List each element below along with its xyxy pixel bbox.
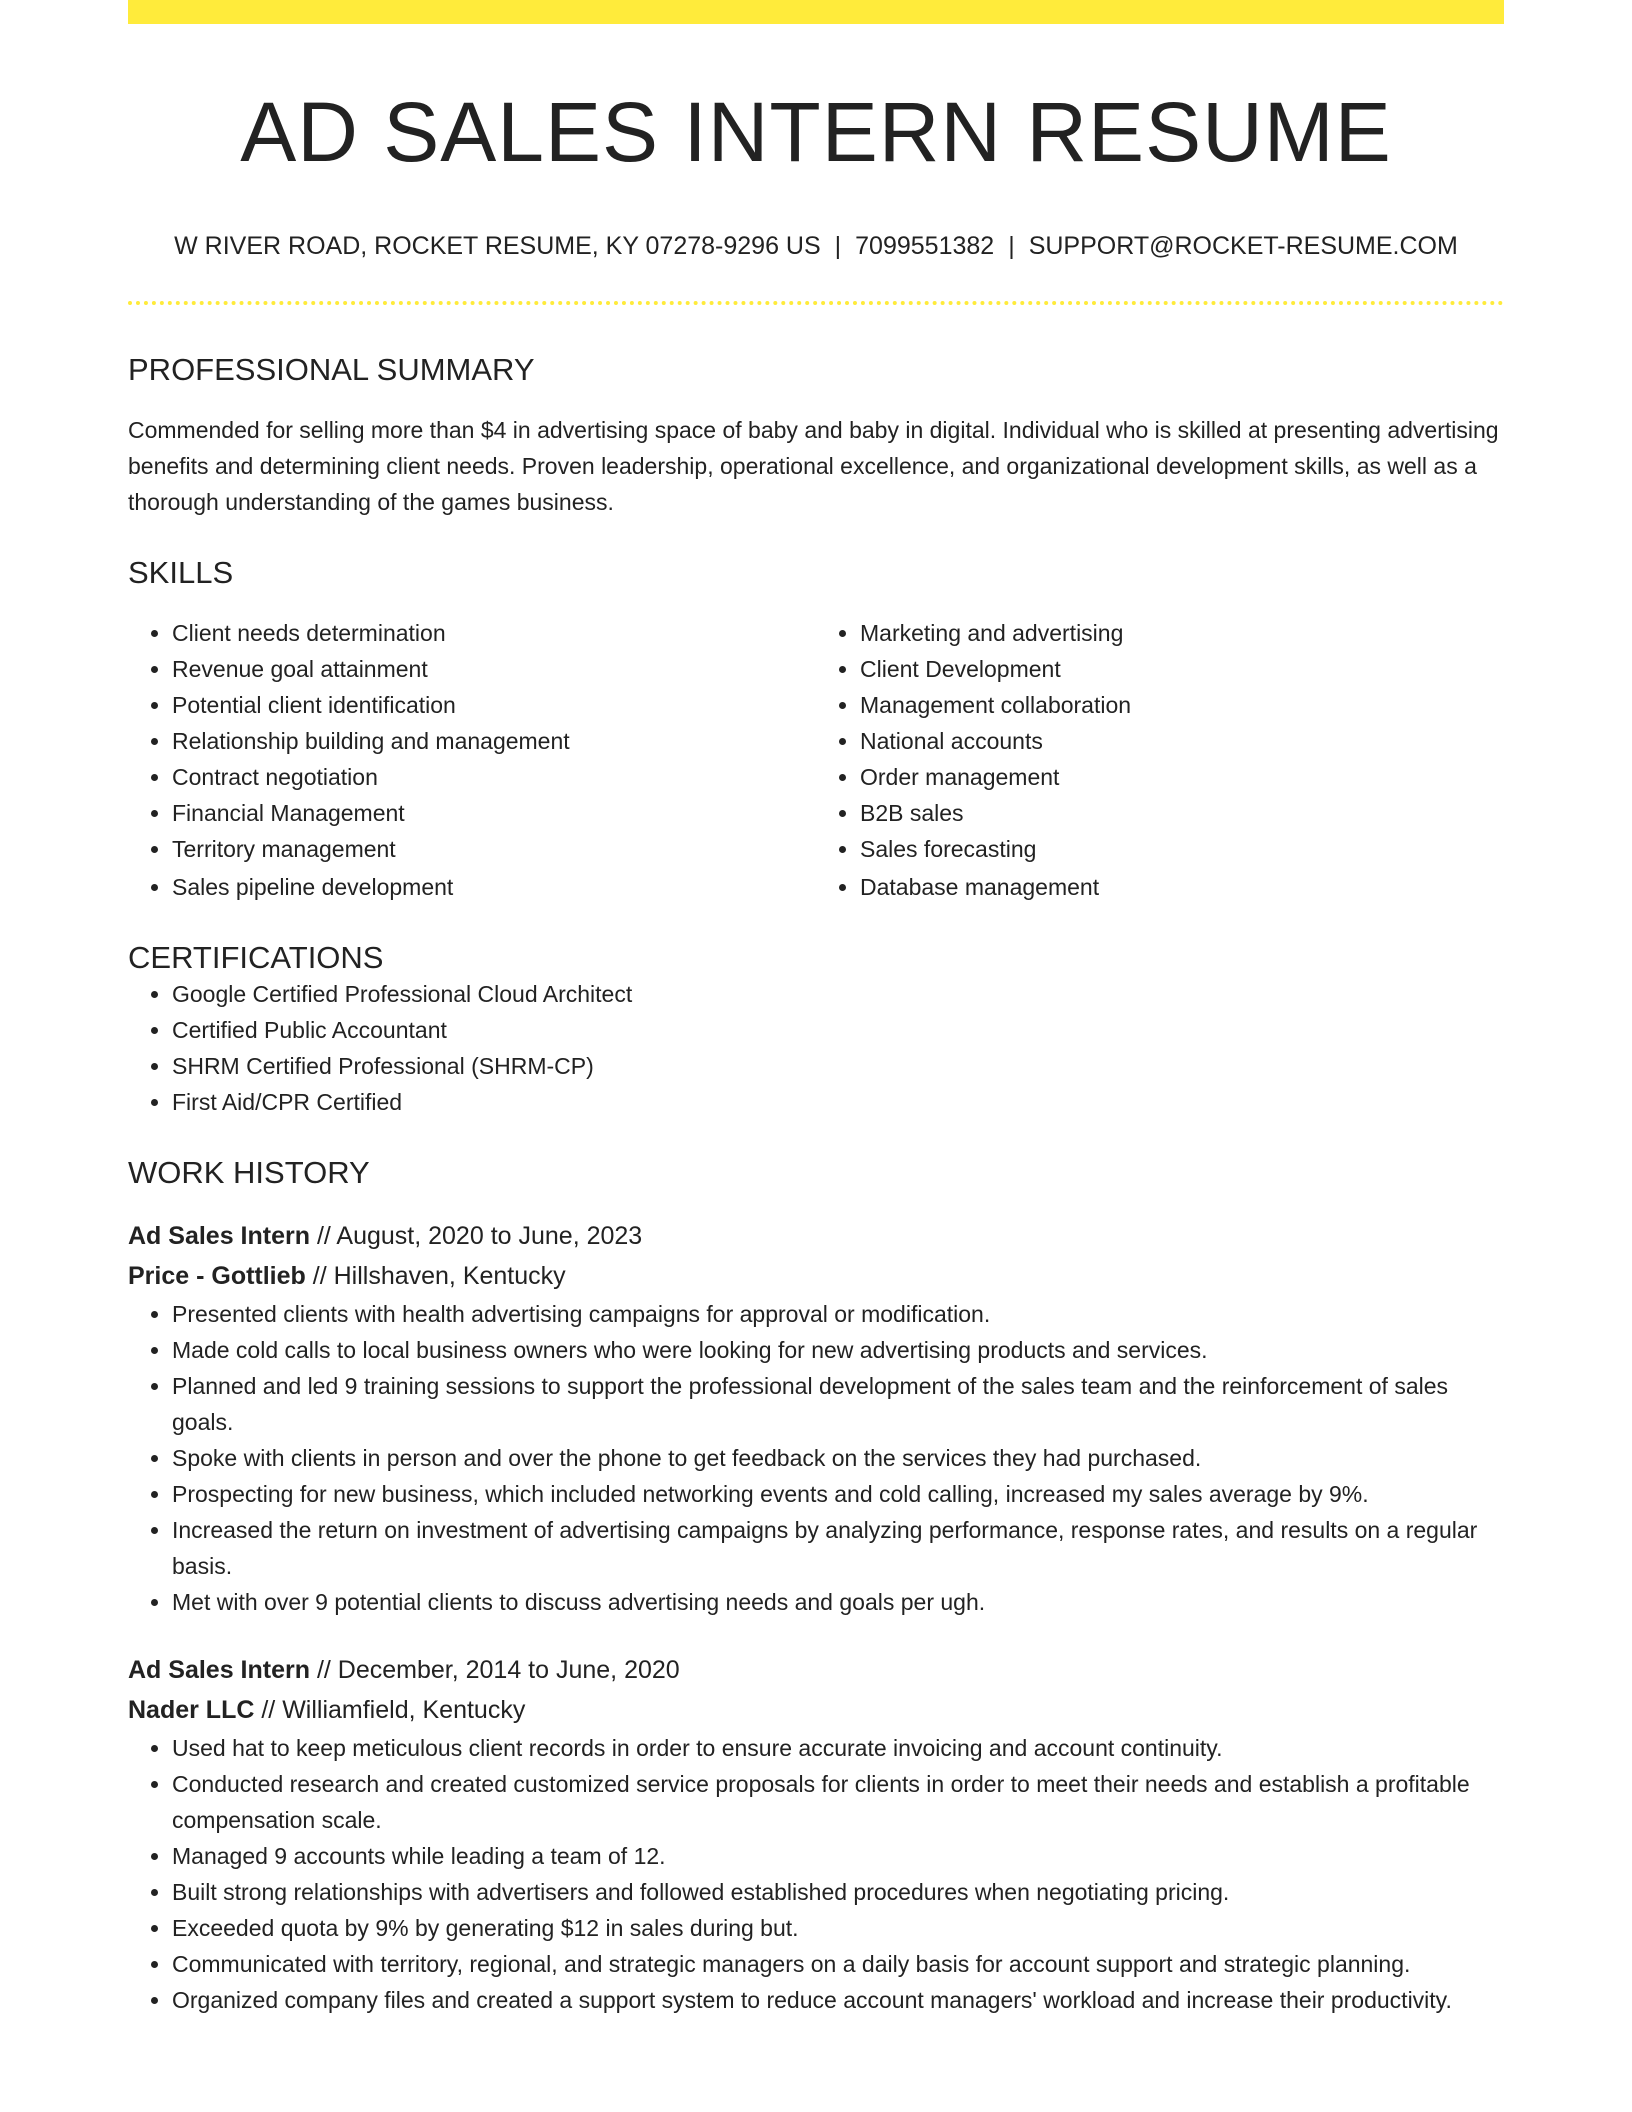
skill-item: • Sales pipeline development xyxy=(172,869,816,905)
job-bullet: • Presented clients with health advertising campaigns for approval or modification. xyxy=(172,1296,1504,1332)
skills-left-list xyxy=(128,615,816,905)
contact-email: SUPPORT@ROCKET-RESUME.COM xyxy=(1028,232,1458,261)
skills-columns xyxy=(128,615,1504,905)
skill-item: • Client Development xyxy=(860,651,1504,687)
resume-title: AD SALES INTERN RESUME xyxy=(240,85,1392,179)
job-bullet: • Planned and led 9 training sessions to support the professional development of the sales team and the reinforcement of sales goals. xyxy=(172,1368,1504,1440)
job-company: Price - Gottlieb xyxy=(128,1261,306,1290)
contact-address: W RIVER ROAD, ROCKET RESUME, KY 07278-9296 US xyxy=(174,232,821,261)
skill-item: • National accounts xyxy=(860,723,1504,759)
skill-item: • Relationship building and management xyxy=(172,723,816,759)
job-dates: // August, 2020 to June, 2023 xyxy=(310,1221,643,1250)
contact-separator: | xyxy=(1008,232,1015,261)
certification-item: • First Aid/CPR Certified xyxy=(172,1084,1504,1120)
certification-item: • Certified Public Accountant xyxy=(172,1012,1504,1048)
job-title: Ad Sales Intern xyxy=(128,1221,310,1250)
contact-line xyxy=(128,230,1504,263)
job-company-line xyxy=(128,1690,1504,1730)
job-bullet: • Increased the return on investment of advertising campaigns by analyzing performance, response rates, and results on a regular basis. xyxy=(172,1512,1504,1584)
job-bullet: • Made cold calls to local business owners who were looking for new advertising products and services. xyxy=(172,1332,1504,1368)
job-title-line xyxy=(128,1216,1504,1256)
skill-item: • Potential client identification xyxy=(172,687,816,723)
job-bullet-list xyxy=(128,1730,1504,2018)
certification-item: • SHRM Certified Professional (SHRM-CP) xyxy=(172,1048,1504,1084)
skill-item: • Sales forecasting xyxy=(860,831,1504,867)
job-bullet: • Spoke with clients in person and over the phone to get feedback on the services they had purchased. xyxy=(172,1440,1504,1476)
skill-item: • Client needs determination xyxy=(172,615,816,651)
job-bullet: • Used hat to keep meticulous client records in order to ensure accurate invoicing and account continuity. xyxy=(172,1730,1504,1766)
job-title: Ad Sales Intern xyxy=(128,1655,310,1684)
skill-item: • B2B sales xyxy=(860,795,1504,831)
job-bullet: • Built strong relationships with advertisers and followed established procedures when negotiating pricing. xyxy=(172,1874,1504,1910)
job-dates: // December, 2014 to June, 2020 xyxy=(310,1655,680,1684)
job-location: // Williamfield, Kentucky xyxy=(254,1695,526,1724)
job-bullet: • Managed 9 accounts while leading a team of 12. xyxy=(172,1838,1504,1874)
skills-right-list xyxy=(816,615,1504,905)
job-bullet: • Exceeded quota by 9% by generating $12 in sales during but. xyxy=(172,1910,1504,1946)
skill-item: • Database management xyxy=(860,869,1504,905)
job-bullet-list xyxy=(128,1296,1504,1620)
skill-item: • Territory management xyxy=(172,831,816,867)
certification-item: • Google Certified Professional Cloud Architect xyxy=(172,976,1504,1012)
work-history-heading: WORK HISTORY xyxy=(128,1155,370,1191)
job-location: // Hillshaven, Kentucky xyxy=(305,1261,566,1290)
summary-text: Commended for selling more than $4 in advertising space of baby and baby in digital. Individual who is skilled at presenting advertising benefits and determining client needs. Proven leadership, operational excellence, and organizational development skills, as well as a thorough understanding of the games business. xyxy=(128,417,1499,516)
contact-phone: 7099551382 xyxy=(855,232,995,261)
certifications-heading: CERTIFICATIONS xyxy=(128,940,384,976)
job-bullet: • Conducted research and created customized service proposals for clients in order to meet their needs and establish a profitable compensation scale. xyxy=(172,1766,1504,1838)
job-bullet: • Communicated with territory, regional, and strategic managers on a daily basis for account support and strategic planning. xyxy=(172,1946,1504,1982)
job-bullet: • Met with over 9 potential clients to discuss advertising needs and goals per ugh. xyxy=(172,1584,1504,1620)
summary-heading: PROFESSIONAL SUMMARY xyxy=(128,351,535,387)
skill-item: • Contract negotiation xyxy=(172,759,816,795)
skills-heading: SKILLS xyxy=(128,555,234,591)
skill-item: • Order management xyxy=(860,759,1504,795)
skill-item: • Revenue goal attainment xyxy=(172,651,816,687)
contact-separator: | xyxy=(834,232,842,261)
certifications-list xyxy=(128,976,1504,1120)
skill-item: • Financial Management xyxy=(172,795,816,831)
job-company-line xyxy=(128,1256,1504,1296)
job-bullet: • Prospecting for new business, which included networking events and cold calling, increased my sales average by 9%. xyxy=(172,1476,1504,1512)
job-entry xyxy=(128,1216,1504,1620)
skill-item: • Management collaboration xyxy=(860,687,1504,723)
skill-item: • Marketing and advertising xyxy=(860,615,1504,651)
job-entry xyxy=(128,1650,1504,2018)
job-title-line xyxy=(128,1650,1504,1690)
job-bullet: • Organized company files and created a support system to reduce account managers' workload and increase their productivity. xyxy=(172,1982,1504,2018)
top-accent-bar xyxy=(128,0,1504,24)
dotted-divider xyxy=(128,301,1504,305)
job-company: Nader LLC xyxy=(128,1695,255,1724)
